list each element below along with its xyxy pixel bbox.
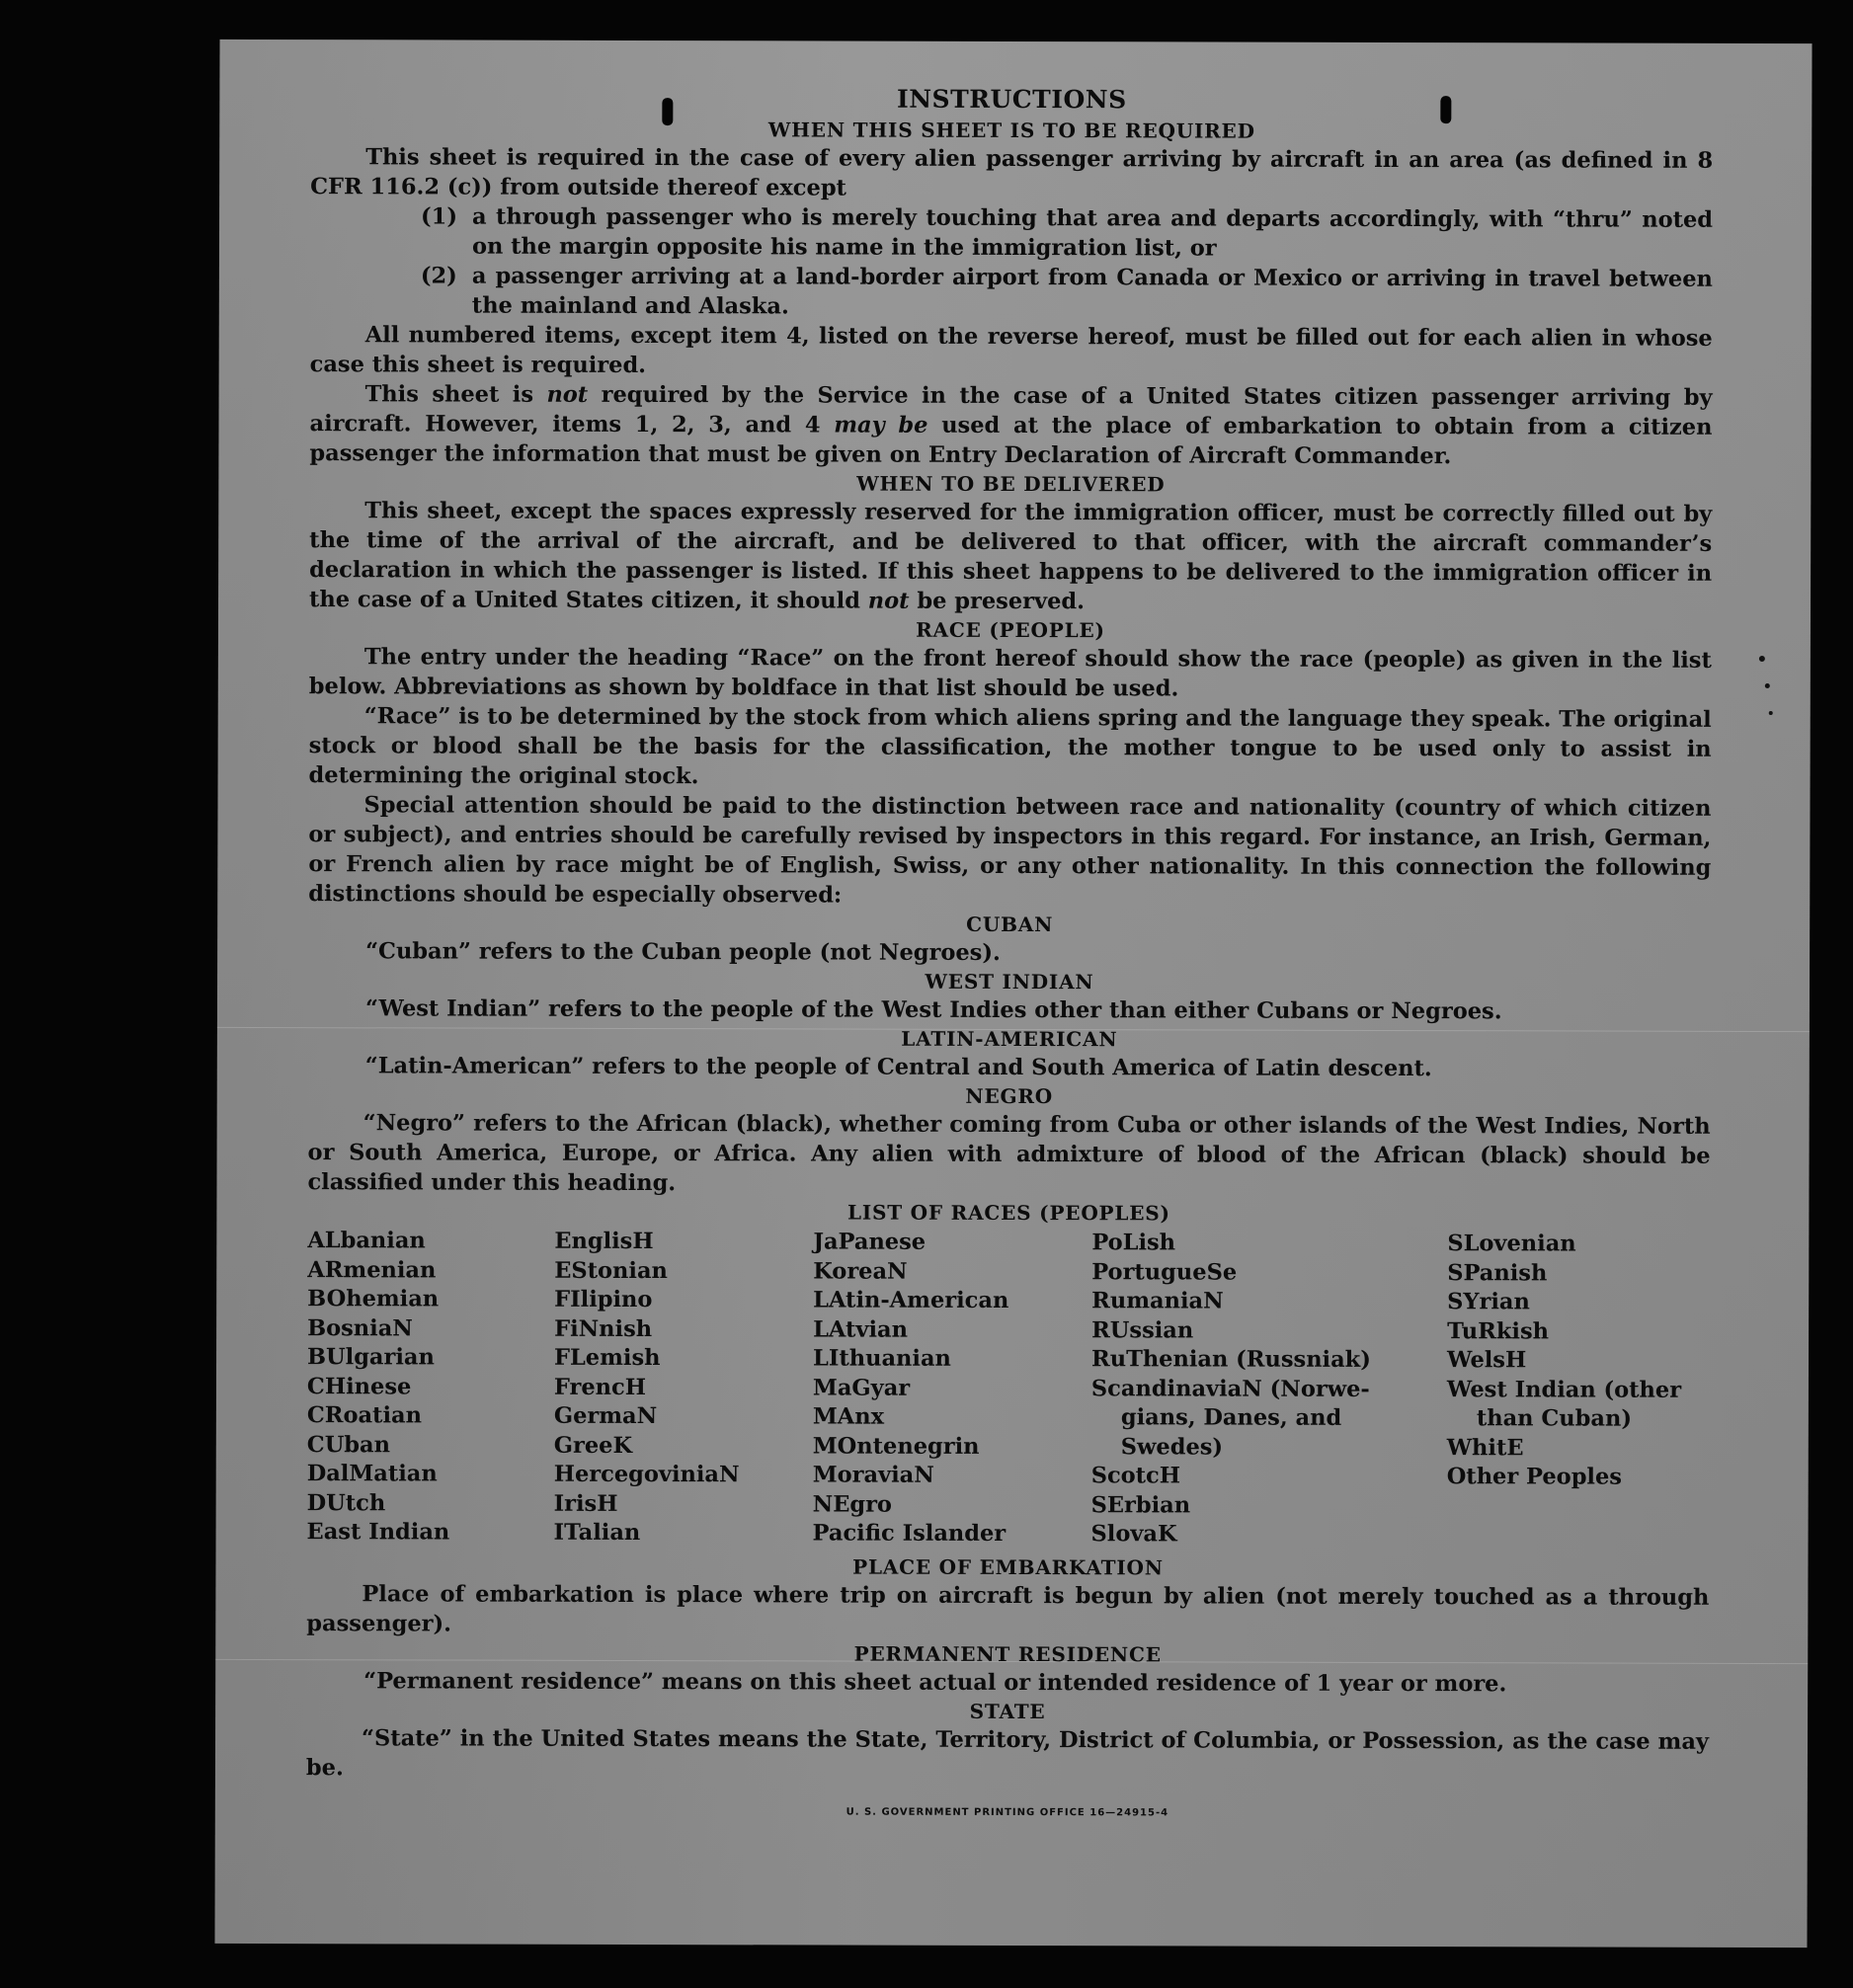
paragraph-text: This sheet is xyxy=(364,381,547,408)
race-list-item: MOntenegrin xyxy=(812,1432,980,1460)
race-list-item: BOhemian xyxy=(307,1286,440,1312)
race-list-item: LIthuanian xyxy=(812,1345,951,1372)
race-list-item: LAtin-American xyxy=(813,1287,1009,1313)
race-list-item: SYrian xyxy=(1447,1289,1530,1315)
race-list-item: KoreaN xyxy=(813,1257,908,1285)
item-text: a through passenger who is merely touching that area and departs accordingly, with “thru” noted on the margin opposite his name in the immigration list, or xyxy=(471,203,1714,262)
race-list-item: ARmenian xyxy=(307,1256,437,1283)
race-list-item: Other Peoples xyxy=(1446,1464,1623,1490)
paragraph-text: be preserved. xyxy=(909,588,1086,615)
ink-speck xyxy=(1759,656,1765,662)
paragraph xyxy=(309,496,1712,618)
section-heading: NEGRO xyxy=(965,1083,1054,1109)
race-list-item: GreeK xyxy=(553,1432,633,1459)
race-list-item: GermaN xyxy=(553,1402,658,1430)
race-list-item: FLemish xyxy=(553,1344,661,1372)
race-list-item: CHinese xyxy=(306,1373,412,1399)
item-number: (1) xyxy=(421,203,458,230)
race-list-item: CRoatian xyxy=(306,1402,422,1429)
page-title: INSTRUCTIONS xyxy=(896,84,1127,115)
race-list-item: SPanish xyxy=(1447,1259,1548,1286)
section-heading: WHEN TO BE DELIVERED xyxy=(856,471,1166,497)
section-heading: LIST OF RACES (PEOPLES) xyxy=(846,1200,1170,1226)
emphasis-text: may be xyxy=(834,412,928,438)
race-column xyxy=(554,1228,814,1549)
paragraph: The entry under the heading “Race” on the front hereof should show the race (people) as given in the list below. Abbreviations as shown by boldface in that list should be used. xyxy=(308,644,1712,702)
paragraph: “Race” is to be determined by the stock from which aliens spring and the language they speak. The original stock or blood shall be the basis for the classification, the mother tongue to be used only to assist in determining the original stock. xyxy=(308,703,1712,790)
race-list-item: IrisH xyxy=(553,1490,618,1517)
race-list-item: DalMatian xyxy=(306,1461,438,1487)
race-list-item: NEgro xyxy=(812,1490,892,1518)
paragraph xyxy=(309,379,1712,472)
emphasis-text: not xyxy=(546,381,589,408)
race-list-item: SlovaK xyxy=(1090,1521,1177,1548)
paragraph-text: used at the place of embarkation to obtain from a citizen passenger the information that must be given on Entry Declaration of Aircraft Commander. xyxy=(309,412,1713,470)
race-list-item: RuThenian (Russniak) xyxy=(1090,1346,1371,1373)
section-heading: CUBAN xyxy=(966,912,1054,937)
list-item xyxy=(421,201,1713,264)
race-list-item: WhitE xyxy=(1446,1434,1524,1461)
race-list-item: SLovenian xyxy=(1447,1231,1576,1257)
paragraph: Special attention should be paid to the distinction between race and nationality (country of which citizen or subject), and entries should be carefully revised by inspectors in this regard. For instance, an Irish, German, or French alien by race might be of English, Swiss, or any other nationality. In this connection the following distinctions should be especially observed: xyxy=(308,792,1712,909)
item-text: a passenger arriving at a land-border airport from Canada or Mexico or arriving in travel between the mainland and Alaska. xyxy=(471,263,1713,320)
paragraph: “Negro” refers to the African (black), whether coming from Cuba or other islands of the West Indies, North or South America, Europe, or Africa. Any alien with admixture of blood of the African (black) should be classified under this heading. xyxy=(307,1110,1711,1197)
race-list-item: PortugueSe xyxy=(1091,1258,1238,1286)
race-column xyxy=(1447,1230,1707,1551)
paragraph: “Permanent residence” means on this sheet actual or intended residence of 1 year or more. xyxy=(363,1667,1507,1697)
paragraph: Place of embarkation is place where trip on aircraft is begun by alien (not merely touched as a through passenger). xyxy=(306,1580,1710,1637)
paragraph: “Cuban” refers to the Cuban people (not Negroes). xyxy=(365,938,1001,966)
paragraph: “Latin-American” refers to the people of Central and South America of Latin descent. xyxy=(364,1053,1432,1082)
race-list-item: DUtch xyxy=(306,1489,386,1516)
list-item xyxy=(421,261,1713,323)
race-list-item: EStonian xyxy=(554,1257,668,1284)
section-heading: PLACE OF EMBARKATION xyxy=(852,1554,1164,1579)
race-list-item: TuRkish xyxy=(1447,1317,1550,1344)
race-list-item: WelsH xyxy=(1446,1347,1527,1374)
race-list-item: ScandinaviaN (Norwe- xyxy=(1090,1375,1370,1402)
race-list-item: RUssian xyxy=(1091,1316,1194,1343)
instructions-content xyxy=(306,81,1714,1829)
race-list-item: SErbian xyxy=(1090,1491,1191,1518)
race-list-item: MaGyar xyxy=(812,1374,911,1401)
emphasis-text: not xyxy=(867,588,910,614)
paragraph: “West Indian” refers to the people of the West Indies other than either Cubans or Negroes. xyxy=(364,995,1502,1025)
section-heading: LATIN-AMERICAN xyxy=(901,1026,1118,1052)
race-list-item: RumaniaN xyxy=(1091,1288,1224,1314)
race-list-item: CUban xyxy=(306,1431,391,1458)
race-list-item: FrencH xyxy=(553,1374,647,1400)
race-list-item: BUlgarian xyxy=(306,1344,435,1371)
race-list-item: MAnx xyxy=(812,1403,885,1430)
race-list-item: gians, Danes, and xyxy=(1120,1404,1342,1431)
item-number: (2) xyxy=(420,263,457,289)
paragraph: “State” in the United States means the State, Territory, District of Columbia, or Possession, as the case may be. xyxy=(305,1724,1710,1781)
race-list-item: JaPanese xyxy=(813,1229,926,1255)
race-column xyxy=(307,1227,555,1548)
race-list-item: FIlipino xyxy=(554,1286,653,1313)
race-list-item: West Indian (other xyxy=(1446,1376,1682,1403)
ink-speck xyxy=(1765,683,1770,688)
race-list-item: EnglisH xyxy=(554,1228,654,1255)
race-list-item: MoraviaN xyxy=(812,1462,934,1488)
section-heading: STATE xyxy=(969,1699,1046,1723)
race-list-item: Swedes) xyxy=(1120,1433,1224,1461)
race-list-item: than Cuban) xyxy=(1476,1405,1633,1432)
race-list-item: ALbanian xyxy=(307,1228,426,1254)
section-heading: PERMANENT RESIDENCE xyxy=(853,1641,1162,1666)
document-sheet xyxy=(214,40,1812,1948)
paragraph-text: required by the Service in the case of a United States citizen passenger arriving by aircraft. However, items 1, 2, 3, and 4 xyxy=(309,381,1713,438)
race-list-item: HercegoviniaN xyxy=(553,1461,740,1488)
race-list xyxy=(307,1227,1711,1551)
race-list-item: ScotcH xyxy=(1090,1463,1181,1489)
paragraph: All numbered items, except item 4, listed on the reverse hereof, must be filled out for each alien in whose case this sheet is required. xyxy=(309,322,1713,379)
race-list-item: LAtvian xyxy=(813,1315,908,1343)
race-list-item: Pacific Islander xyxy=(812,1520,1007,1547)
paragraph: This sheet is required in the case of every alien passenger arriving by aircraft in an area (as defined in 8 CFR 116.2 (c)) from outside thereof except xyxy=(310,144,1714,201)
race-list-item: East Indian xyxy=(306,1519,450,1546)
race-column xyxy=(813,1228,1092,1549)
section-heading: WHEN THIS SHEET IS TO BE REQUIRED xyxy=(767,118,1255,143)
race-list-item: PoLish xyxy=(1091,1230,1176,1256)
section-heading: RACE (PEOPLE) xyxy=(916,617,1105,643)
race-list-item: ITalian xyxy=(553,1519,641,1547)
printer-imprint: U. S. GOVERNMENT PRINTING OFFICE 16—24915-4 xyxy=(846,1806,1169,1818)
section-heading: WEST INDIAN xyxy=(925,969,1094,994)
race-column xyxy=(1091,1229,1448,1550)
race-list-item: BosniaN xyxy=(307,1314,413,1341)
race-list-item: FiNnish xyxy=(554,1315,653,1342)
paragraph-text: This sheet, except the spaces expressly reserved for the immigration officer, must be correctly filled out by the time of the arrival of the aircraft, and be delivered to that officer, with the aircraft commander’s declaration in which the passenger is listed. If this sheet happens to be delivered to the immigration officer in the case of a United States citizen, it should xyxy=(309,498,1713,614)
ink-speck xyxy=(1769,711,1773,715)
